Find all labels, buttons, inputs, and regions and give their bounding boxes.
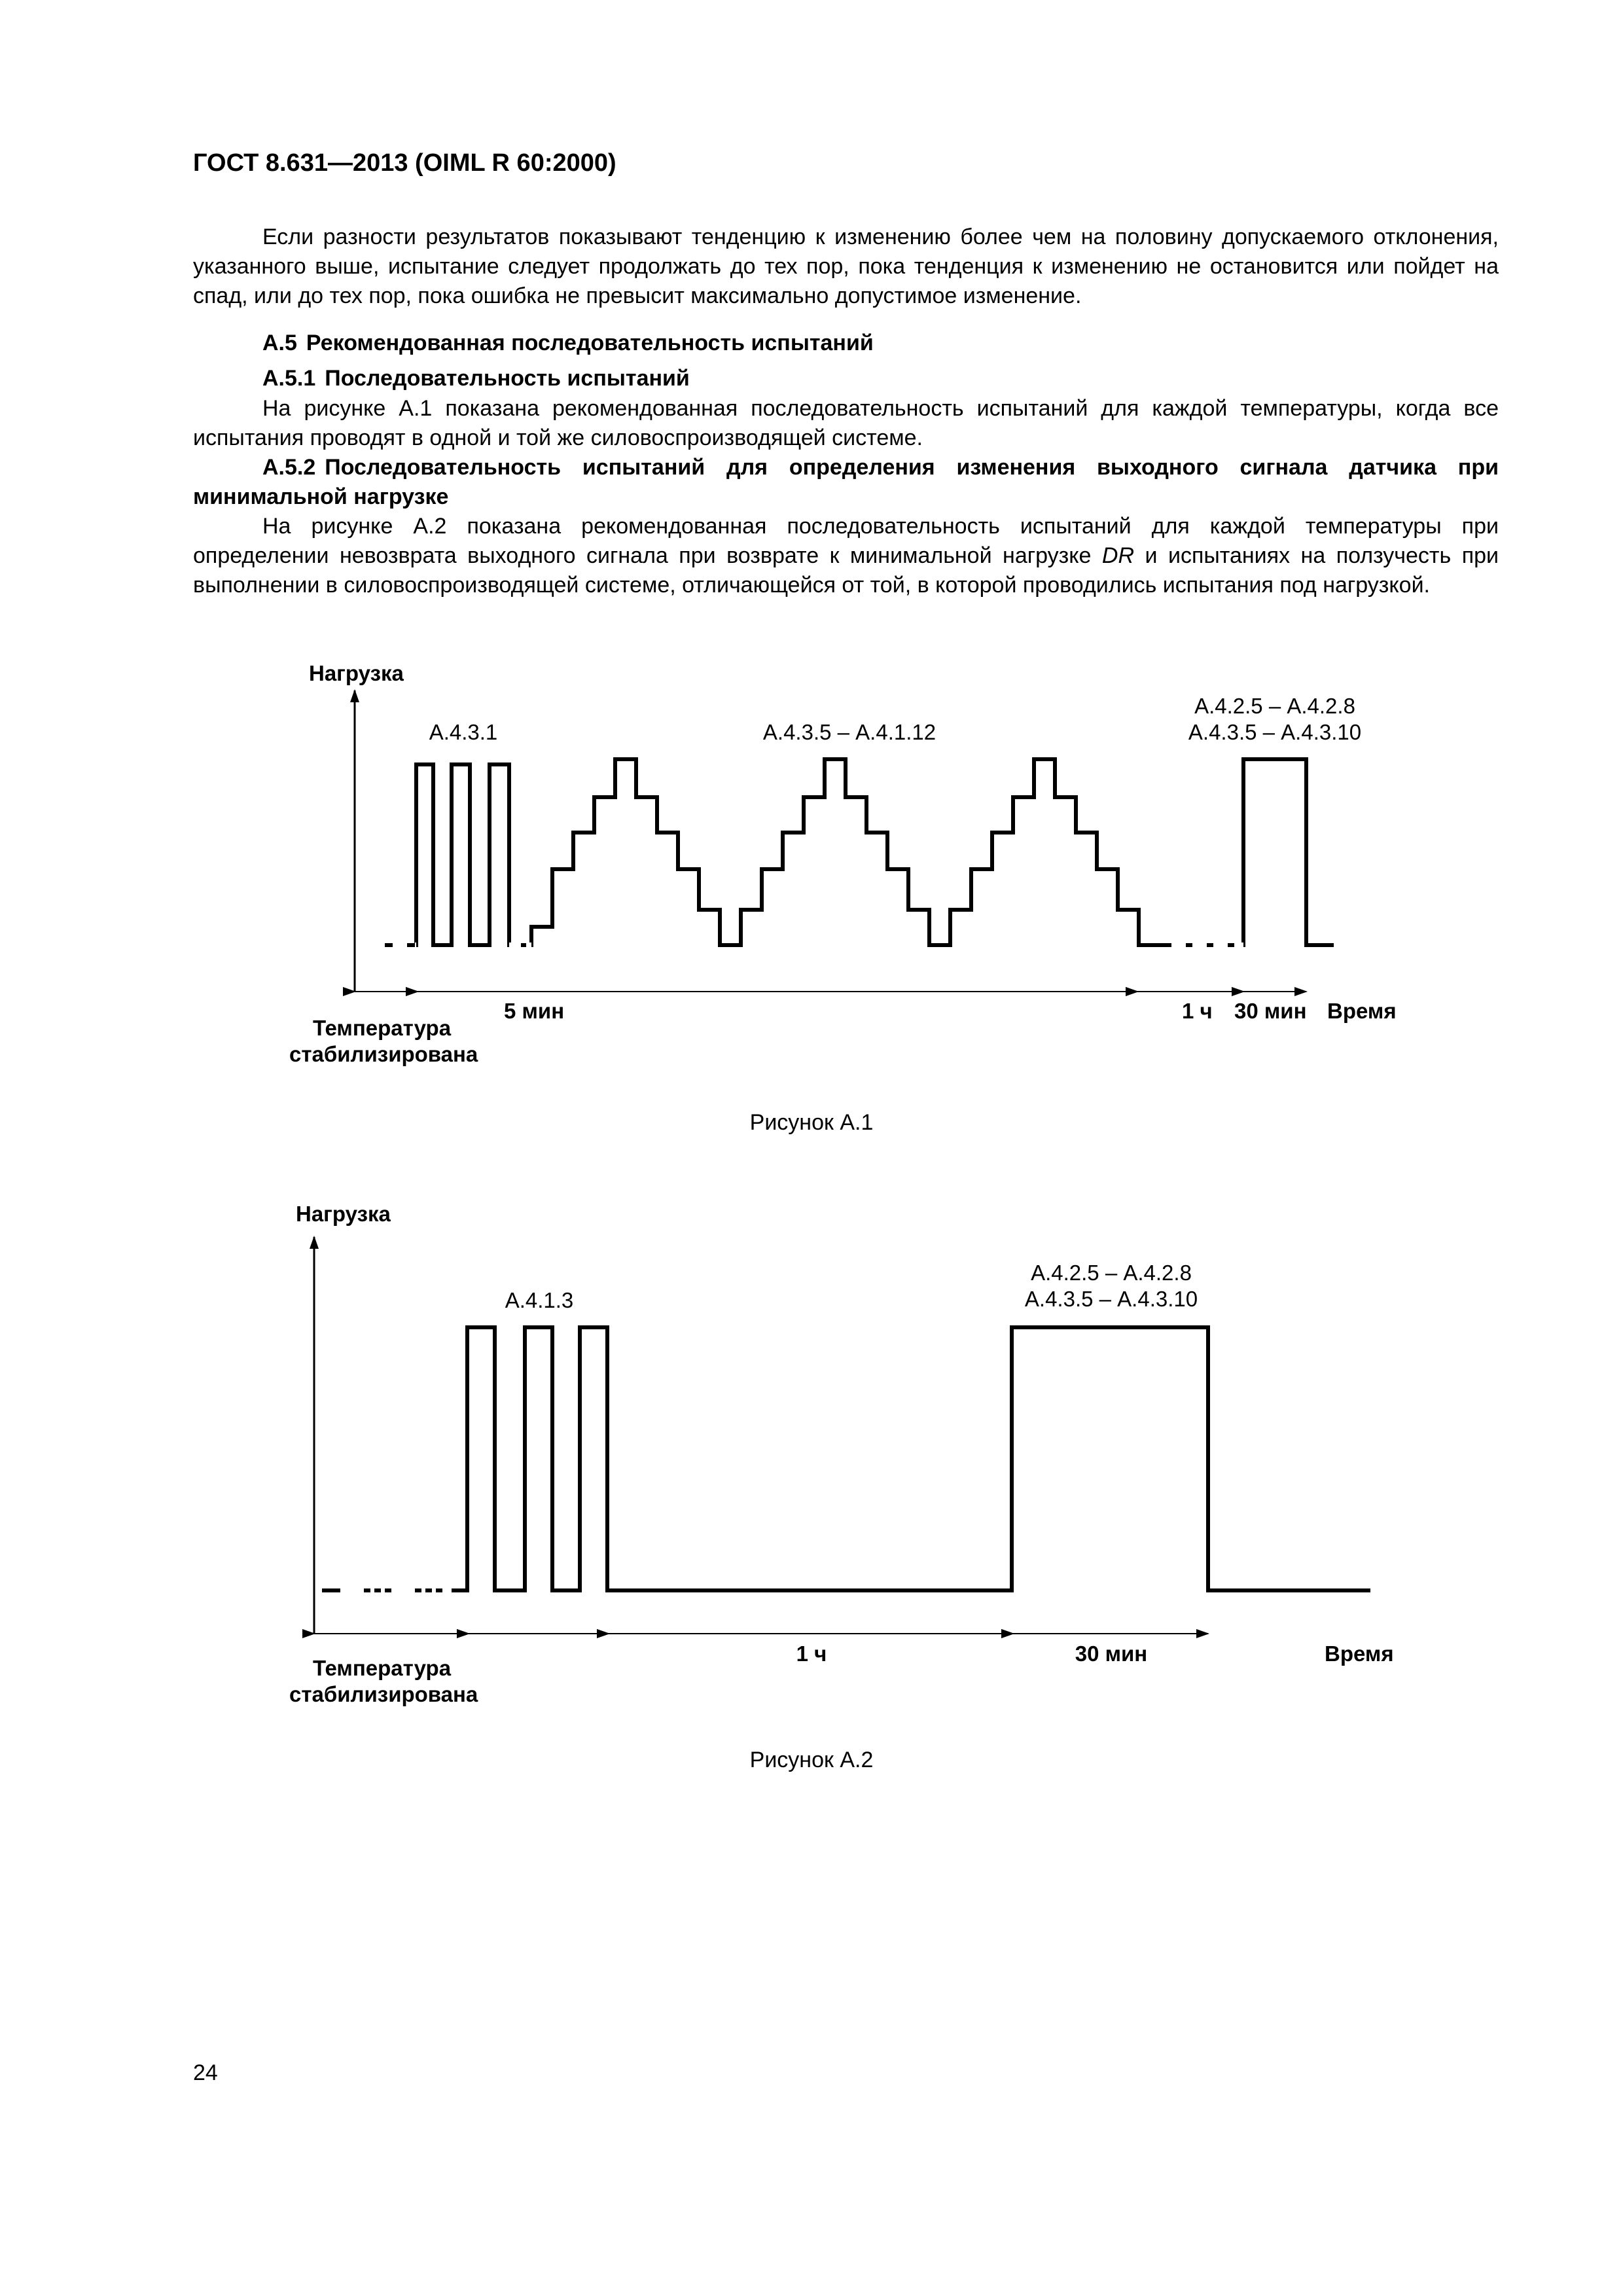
section-a51-text: На рисунке А.1 показана рекомендованная последовательность испытаний для каждой температуры, когда все испытания проводят в одной и той же силовоспроизводящей системе. xyxy=(193,396,1499,450)
label-hold-2: А.4.3.5 – А.4.3.10 xyxy=(1024,1287,1198,1311)
temp-label-line2: стабилизирована xyxy=(289,1042,478,1066)
section-a5-title: Рекомендованная последовательность испытаний xyxy=(306,331,874,355)
figure-a2-caption: Рисунок А.2 xyxy=(749,1748,874,1772)
section-a5-number: А.5 xyxy=(262,331,297,355)
x-axis-label: Время xyxy=(1325,1641,1394,1666)
intro-paragraph: Если разности результатов показывают тенденцию к изменению более чем на половину допускаемого отклонения, указанного выше, испытание следует продолжать до тех пор, пока тенденция к изменению не остановится или пойдет на спад, или до тех пор, пока ошибка не превысит максимально допустимое изменение. xyxy=(193,224,1499,308)
time-label-1h: 1 ч xyxy=(1182,999,1213,1023)
section-a52-text-dr: DR xyxy=(1101,543,1135,568)
figure-a1-caption: Рисунок А.1 xyxy=(749,1110,874,1135)
temp-label-line1: Температура xyxy=(313,1016,452,1040)
section-a52-title: Последовательность испытаний для определения изменения выходного сигнала датчика при минимальной нагрузке xyxy=(193,455,1499,509)
load-sequence-line xyxy=(370,759,1334,945)
document-header: ГОСТ 8.631—2013 (OIML R 60:2000) xyxy=(193,149,616,177)
label-hold-2: А.4.3.5 – А.4.3.10 xyxy=(1188,720,1362,744)
section-a51-title: Последовательность испытаний xyxy=(325,366,690,391)
time-label-30min: 30 мин xyxy=(1234,999,1307,1023)
section-a52-text-part1: На рисунке А.2 показана рекомендованная последовательность испытаний для каждой температуры при определении невозврата выходного сигнала при возврате к минимальной нагрузке xyxy=(193,514,1499,568)
temp-label-line1: Температура xyxy=(313,1656,452,1680)
figure-a2 xyxy=(0,1172,1623,1826)
label-cycles: А.4.1.3 xyxy=(505,1288,574,1312)
section-a51-number: А.5.1 xyxy=(262,366,316,391)
label-hold-1: А.4.2.5 – А.4.2.8 xyxy=(1194,694,1355,718)
temp-label-line2: стабилизирована xyxy=(289,1682,478,1706)
label-steps: А.4.3.5 – А.4.1.12 xyxy=(762,720,936,744)
figure-a2-diagram xyxy=(0,1172,1623,1826)
time-label-5min: 5 мин xyxy=(504,999,565,1023)
y-axis-label: Нагрузка xyxy=(296,1202,391,1226)
time-label-1h: 1 ч xyxy=(796,1641,827,1666)
section-a52-number: А.5.2 xyxy=(262,455,316,480)
time-label-30min: 30 мин xyxy=(1075,1641,1148,1666)
y-axis-label: Нагрузка xyxy=(309,661,404,685)
x-axis-label: Время xyxy=(1327,999,1397,1023)
page-number: 24 xyxy=(193,2060,218,2085)
section-a52-text-part2: и испытаниях на ползучесть при выполнении в силовоспроизводящей системе, отличающейся от той, в которой проводились испытания под нагрузкой. xyxy=(193,543,1499,598)
label-cycles: А.4.3.1 xyxy=(429,720,498,744)
label-hold-1: А.4.2.5 – А.4.2.8 xyxy=(1031,1261,1192,1285)
load-sequence-line xyxy=(322,1327,1370,1590)
